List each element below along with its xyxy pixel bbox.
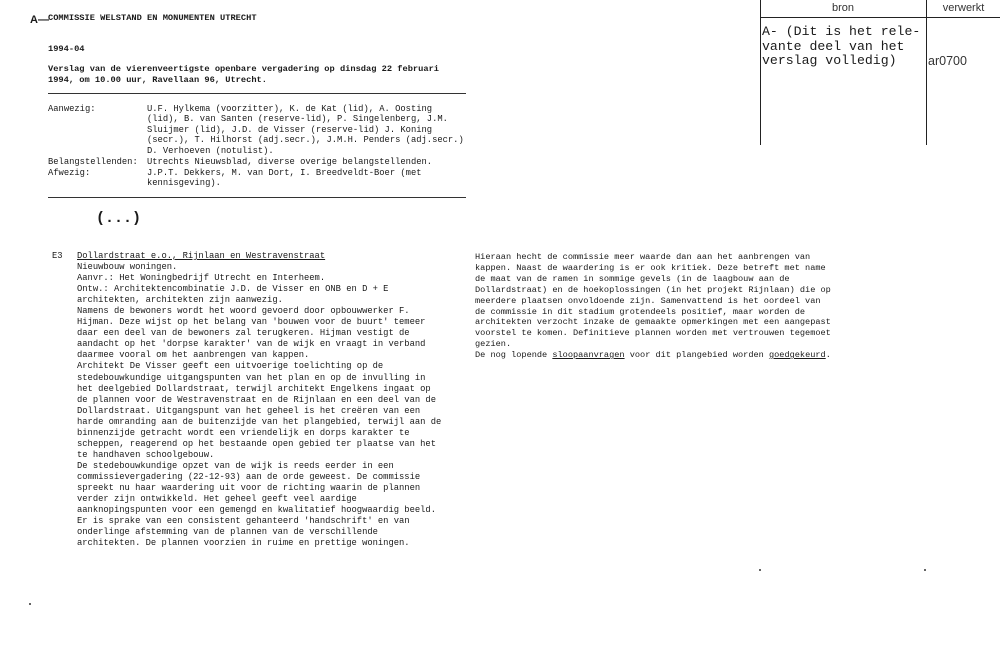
text-line: daarmee vooral om het aanbrengen van kappen. <box>77 350 310 361</box>
absent-label: Afwezig: <box>48 168 91 178</box>
interested-label: Belangstellenden: <box>48 157 138 167</box>
meeting-title-line: 1994, om 10.00 uur, Ravellaan 96, Utrecht. <box>48 75 267 85</box>
text-line: architekten verzocht inzake de gemaakte opmerkingen met een aangepast <box>475 317 831 328</box>
processed-code: ar0700 <box>928 54 967 68</box>
speck <box>924 569 926 571</box>
text-line: commissievergadering (22-12-93) aan de orde geweest. De commissie <box>77 471 421 482</box>
text-line: scheppen, reagerend op het bestaande open gebied ter plaatse van het <box>77 438 436 449</box>
absent-line: J.P.T. Dekkers, M. van Dort, I. Breedveldt-Boer (met <box>147 168 422 178</box>
text-line: Dollardstraat. Uitgangspunt van het geheel is het creëren van een <box>77 405 421 416</box>
decision-text: voor dit plangebied worden <box>624 350 769 361</box>
text-line: de maat van de ramen in sommige gevels (in de laagbouw aan de <box>475 273 790 284</box>
text-line: aandacht op het 'dorpse karakter' van de wijk en vraagt in verband <box>77 339 426 350</box>
decision-text: . <box>825 350 831 361</box>
present-line: (lid), B. van Santen (reserve-lid), P. Singelenberg, J.M. <box>147 114 448 125</box>
text-line: meerdere plaatsen onvoldoende zijn. Samenvattend is het oordeel van <box>475 295 821 306</box>
decision-line <box>475 350 831 361</box>
text-line: voorstel te komen. Definitieve plannen worden met vertrouwen tegemoet <box>475 328 831 339</box>
text-line: Ontw.: Architektencombinatie J.D. de Visser en ONB en D + E <box>77 284 389 295</box>
source-note-line: verslag volledig) <box>762 53 897 68</box>
speck <box>29 603 31 605</box>
text-line: te handhaven schoolgebouw. <box>77 449 215 460</box>
present-line: Sluijmer (lid), J.D. de Visser (reserve-lid) J. Koning <box>147 124 433 135</box>
item-right-column <box>475 252 831 361</box>
text-line: binnenzijde getracht wordt een vriendelijk en dorps karakter te <box>77 427 410 438</box>
text-line: aanknopingspunten voor een gemengd en kwalitatief hoogwaardig beeld. <box>77 505 436 516</box>
speck <box>759 569 761 571</box>
table-border <box>760 17 1000 18</box>
text-line: Architekt De Visser geeft een uitvoerige toelichting op de <box>77 361 384 372</box>
organization-heading: COMMISSIE WELSTAND EN MONUMENTEN UTRECHT <box>48 13 257 23</box>
text-line: De stedebouwkundige opzet van de wijk is reeds eerder in een <box>77 460 394 471</box>
text-line: harde omranding aan de buitenzijde van het plangebied, terwijl aan de <box>77 416 442 427</box>
source-note <box>762 25 920 69</box>
text-line: Hijman. Deze wijst op het belang van 'bouwen voor de buurt' temeer <box>77 317 426 328</box>
divider <box>48 93 466 94</box>
meeting-number: 1994-04 <box>48 44 85 54</box>
source-note-line: A- (Dit is het rele- <box>762 24 921 39</box>
text-line: het deelgebied Dollardstraat, terwijl architekt Engelkens ingaat op <box>77 383 431 394</box>
absent-list <box>147 168 422 189</box>
meeting-title-line: Verslag van de vierenveertigste openbare vergadering op dinsdag 22 februari <box>48 64 440 74</box>
absent-line: kennisgeving). <box>147 178 221 189</box>
present-line: D. Verhoeven (notulist). <box>147 145 274 156</box>
text-line: stedebouwkundige uitgangspunten van het plan en op de invulling in <box>77 372 426 383</box>
decision-text: De nog lopende <box>475 350 553 361</box>
table-border <box>926 0 927 145</box>
text-line: Nieuwbouw woningen. <box>77 262 178 273</box>
present-line: (secr.), T. Hilhorst (adj.secr.), J.M.H. Penders (adj.secr.) <box>147 135 464 146</box>
text-line: Hieraan hecht de commissie meer waarde dan aan het aanbrengen van <box>475 252 811 262</box>
text-line: architekten. De plannen voorzien in ruime en prettige woningen. <box>77 538 410 549</box>
interested-value: Utrechts Nieuwsblad, diverse overige belangstellenden. <box>147 157 433 167</box>
column-header-source: bron <box>831 2 855 14</box>
text-line: Er is sprake van een consistent gehanteerd 'handschrift' en van <box>77 516 410 527</box>
decision-approved: goedgekeurd <box>768 350 826 361</box>
source-note-line: vante deel van het <box>762 38 905 54</box>
text-line: daar een deel van de bewoners zal terugkeren. Hijman vestigt de <box>77 328 410 339</box>
item-code: E3 <box>52 251 63 261</box>
text-line: spreekt nu haar waardering uit voor de richting waarin de plannen <box>77 482 421 493</box>
text-line: architekten, architekten zijn aanwezig. <box>77 295 283 306</box>
text-line: Aanvr.: Het Woningbedrijf Utrecht en Interheem. <box>77 273 326 284</box>
text-line: onderlinge afstemming van de plannen van de verschillende <box>77 527 378 538</box>
text-line: de plannen voor de Westravenstraat en de Rijnlaan en een deel van de <box>77 394 436 405</box>
present-label: Aanwezig: <box>48 104 96 114</box>
item-left-column <box>77 251 441 549</box>
present-line: U.F. Hylkema (voorzitter), K. de Kat (lid), A. Oosting <box>147 104 433 114</box>
divider <box>48 197 466 198</box>
text-line: gezien. <box>475 339 512 350</box>
item-title <box>77 251 441 262</box>
text-line: verder zijn ontwikkeld. Het geheel geeft veel aardige <box>77 494 357 505</box>
item-title-text: Dollardstraat e.o., Rijnlaan en Westravenstraat <box>77 251 326 261</box>
column-header-processed: verwerkt <box>942 2 985 14</box>
text-line: Namens de bewoners wordt het woord gevoerd door opbouwwerker F. <box>77 306 410 317</box>
table-border <box>760 0 761 145</box>
decision-demolition: sloopaanvragen <box>552 350 625 361</box>
text-line: Dollardstraat) en de hoekoplossingen (in het projekt Rijnlaan) die op <box>475 284 831 295</box>
text-line: kappen. Naast de waardering is er ook kritiek. Deze betreft met name <box>475 262 826 273</box>
ellipsis: (...) <box>96 210 142 227</box>
page-marker: A— <box>30 14 49 26</box>
text-line: de commissie in dit stadium grotendeels positief, maar worden de <box>475 306 806 317</box>
present-list <box>147 104 464 156</box>
